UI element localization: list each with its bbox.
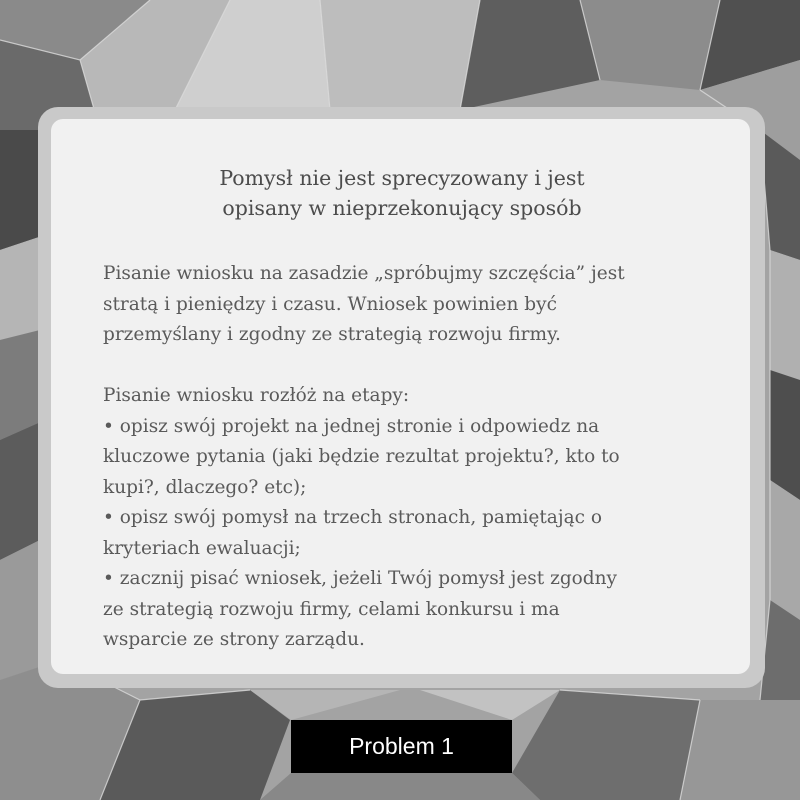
step-item-1: • opisz swój projekt na jednej stronie i odpowiedz na kluczowe pytania (jaki będzie rezultat projektu?, kto to kupi?, dlaczego? etc); <box>103 415 620 498</box>
card-body <box>103 259 723 656</box>
problem-badge: Problem 1 <box>291 720 512 773</box>
paragraph-intro: Pisanie wniosku na zasadzie „spróbujmy szczęścia” jest stratą i pieniędzy i czasu. Wniosek powinien być przemyślany i zgodny ze strategią rozwoju firmy. <box>103 263 625 345</box>
steps-intro: Pisanie wniosku rozłóż na etapy: <box>103 385 410 406</box>
step-item-3: • zacznij pisać wniosek, jeżeli Twój pomysł jest zgodny ze strategią rozwoju firmy, celami konkursu i ma wsparcie ze strony zarządu. <box>103 568 618 650</box>
card-title: Pomysł nie jest sprecyzowany i jest opisany w nieprzekonujący sposób <box>219 166 585 220</box>
step-item-2: • opisz swój pomysł na trzech stronach, pamiętając o kryteriach ewaluacji; <box>103 507 602 559</box>
